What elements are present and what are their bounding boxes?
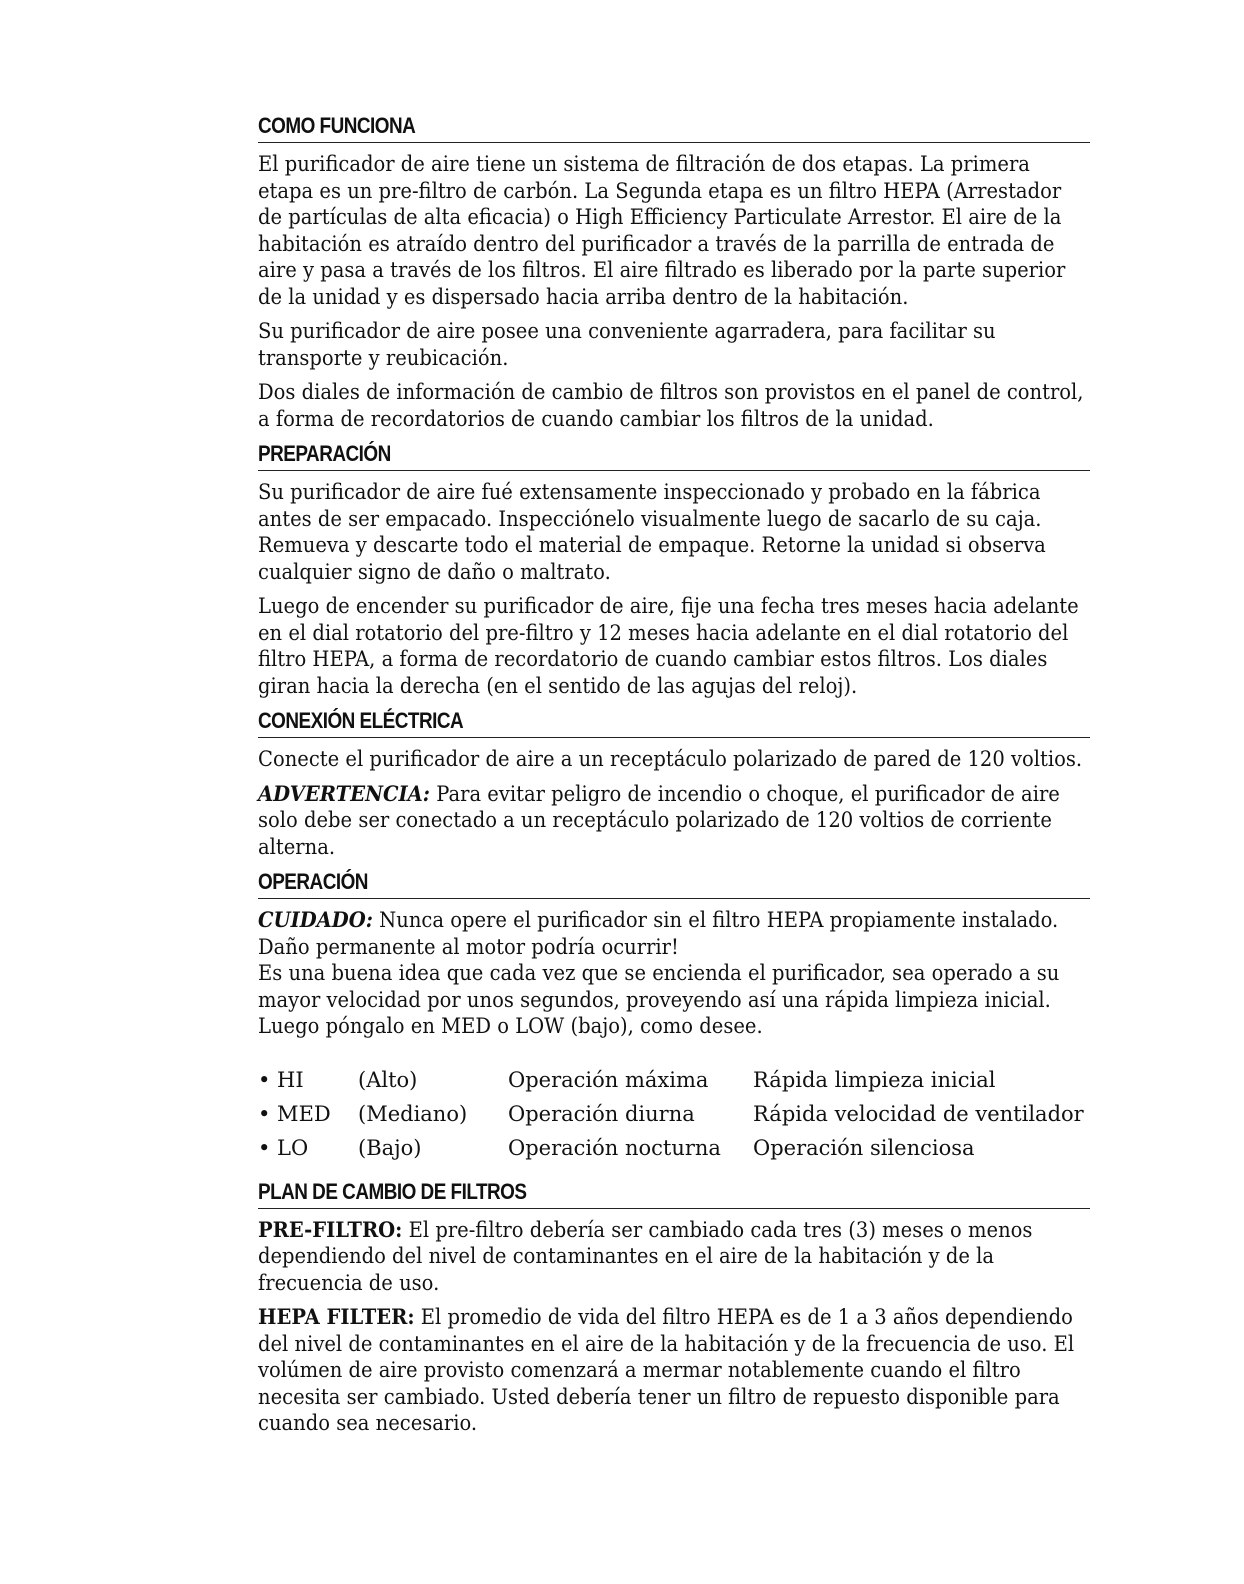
table-row <box>258 1136 1090 1170</box>
caution-label: CUIDADO: <box>258 907 373 932</box>
paragraph: Su purificador de aire fué extensamente inspeccionado y probado en la fábrica antes de ser empacado. Inspecciónelo visualmente luego de sacarlo de su caja. Remueva y descarte todo el material de empaque. Retorne la unidad si observa cualquier signo de daño o maltrato. <box>258 480 1046 584</box>
speed-operation: Operación nocturna <box>508 1135 721 1160</box>
section-conexion-electrica <box>258 707 1090 860</box>
section-preparacion <box>258 440 1090 699</box>
section-divider <box>258 737 1090 738</box>
section-divider <box>258 898 1090 899</box>
speed-setting: • LO <box>258 1135 309 1160</box>
warning-text: Para evitar peligro de incendio o choque, el purificador de aire solo debe ser conectado a un receptáculo polarizado de 120 voltios de corriente alterna. <box>258 781 1060 859</box>
section-divider <box>258 142 1090 143</box>
caution-text: Nunca opere el purificador sin el filtro HEPA propiamente instalado. Daño permanente al motor podría ocurrir! <box>258 908 1059 959</box>
speed-use: Operación silenciosa <box>753 1135 975 1160</box>
hepa-paragraph <box>258 1304 1090 1437</box>
prefilter-text: El pre-filtro debería ser cambiado cada tres (3) meses o menos dependiendo del nivel de contaminantes en el aire de la habitación y de la frecuencia de uso. <box>258 1217 1033 1295</box>
section-heading: PREPARACIÓN <box>258 441 391 466</box>
section-plan-cambio-filtros <box>258 1178 1090 1437</box>
manual-page <box>258 112 1090 1445</box>
paragraph: Conecte el purificador de aire a un receptáculo polarizado de pared de 120 voltios. <box>258 747 1083 771</box>
warning-label: ADVERTENCIA: <box>258 780 430 806</box>
paragraph: Luego de encender su purificador de aire, fije una fecha tres meses hacia adelante en el dial rotatorio del pre-filtro y 12 meses hacia adelante en el dial rotatorio del filtro HEPA, a forma de recordatorio de cuando cambiar estos filtros. Los diales giran hacia la derecha (en el sentido de las agujas del reloj). <box>258 594 1079 698</box>
speed-operation: Operación máxima <box>508 1067 709 1092</box>
speed-operation: Operación diurna <box>508 1101 695 1126</box>
speed-meaning: (Mediano) <box>358 1101 468 1126</box>
table-row <box>258 1102 1090 1136</box>
section-heading: CONEXIÓN ELÉCTRICA <box>258 708 464 733</box>
speed-use: Rápida velocidad de ventilador <box>753 1101 1084 1126</box>
section-operacion <box>258 868 1090 1170</box>
section-divider <box>258 1208 1090 1209</box>
speed-setting: • HI <box>258 1067 304 1092</box>
prefilter-label: PRE-FILTRO: <box>258 1216 403 1242</box>
paragraph: Es una buena idea que cada vez que se encienda el purificador, sea operado a su mayor velocidad por unos segundos, proveyendo así una rápida limpieza inicial. Luego póngalo en MED o LOW (bajo), como desee. <box>258 961 1060 1038</box>
section-como-funciona <box>258 112 1090 432</box>
prefilter-paragraph <box>258 1217 1090 1297</box>
caution-paragraph <box>258 907 1090 960</box>
speed-setting: • MED <box>258 1101 331 1126</box>
table-row <box>258 1068 1090 1102</box>
warning-paragraph <box>258 781 1090 861</box>
section-divider <box>258 470 1090 471</box>
speed-use: Rápida limpieza inicial <box>753 1067 996 1092</box>
paragraph: Dos diales de información de cambio de filtros son provistos en el panel de control, a forma de recordatorios de cuando cambiar los filtros de la unidad. <box>258 380 1084 431</box>
speed-meaning: (Alto) <box>358 1067 418 1092</box>
section-heading: PLAN DE CAMBIO DE FILTROS <box>258 1178 527 1204</box>
hepa-label: HEPA FILTER: <box>258 1304 415 1329</box>
speed-meaning: (Bajo) <box>358 1135 422 1160</box>
hepa-text: El promedio de vida del filtro HEPA es de 1 a 3 años dependiendo del nivel de contaminantes en el aire de la habitación y de la frecuencia de uso. El volúmen de aire provisto comenzará a mermar notablemente cuando el filtro necesita ser cambiado. Usted debería tener un filtro de repuesto disponible para cuando sea necesario. <box>258 1305 1075 1435</box>
paragraph: Su purificador de aire posee una conveniente agarradera, para facilitar su transporte y reubicación. <box>258 319 996 370</box>
section-heading: OPERACIÓN <box>258 869 368 894</box>
speed-table <box>258 1068 1090 1170</box>
section-heading: COMO FUNCIONA <box>258 113 416 138</box>
paragraph: El purificador de aire tiene un sistema de filtración de dos etapas. La primera etapa es un pre-filtro de carbón. La Segunda etapa es un filtro HEPA (Arrestador de partículas de alta eficacia) o High Efficiency Particulate Arrestor. El aire de la habitación es atraído dentro del purificador a través de la parrilla de entrada de aire y pasa a través de los filtros. El aire filtrado es liberado por la parte superior de la unidad y es dispersado hacia arriba dentro de la habitación. <box>258 152 1066 309</box>
